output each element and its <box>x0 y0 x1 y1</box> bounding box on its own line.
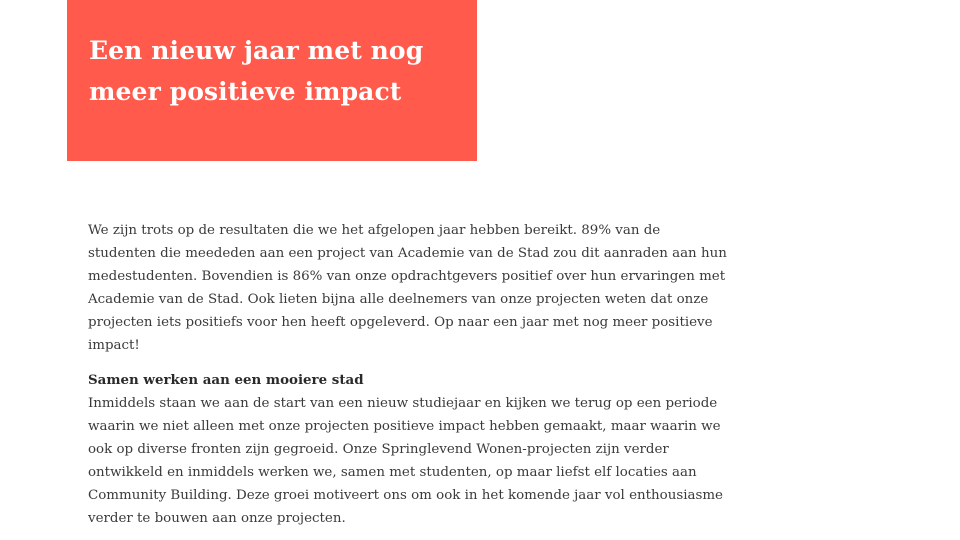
title-banner <box>67 0 477 161</box>
section-heading: Samen werken aan een mooiere stad <box>88 372 364 388</box>
article-body <box>88 219 728 530</box>
intro-paragraph: We zijn trots op de resultaten die we het afgelopen jaar hebben bereikt. 89% van de studenten die meededen aan een project van Academie van de Stad zou dit aanraden aan hun medestudenten. Bovendien is 86% van onze opdrachtgevers positief over hun ervaringen met Academie van de Stad. Ook lieten bijna alle deelnemers van onze projecten weten dat onze projecten iets positiefs voor hen heeft opgeleverd. Op naar een jaar met nog meer positieve impact! <box>88 223 727 353</box>
title-line-2: meer positieve impact <box>89 77 402 106</box>
title-line-1: Een nieuw jaar met nog <box>89 36 424 65</box>
section-paragraph: Inmiddels staan we aan de start van een nieuw studiejaar en kijken we terug op een periode waarin we niet alleen met onze projecten positieve impact hebben gemaakt, maar waarin we ook op diverse fronten zijn gegroeid. Onze Springlevend Wonen-projecten zijn verder ontwikkeld en inmiddels werken we, samen met studenten, op maar liefst elf locaties aan Community Building. Deze groei motiveert ons om ook in het komende jaar vol enthousiasme verder te bouwen aan onze projecten. <box>88 396 723 526</box>
page-title <box>89 30 457 112</box>
